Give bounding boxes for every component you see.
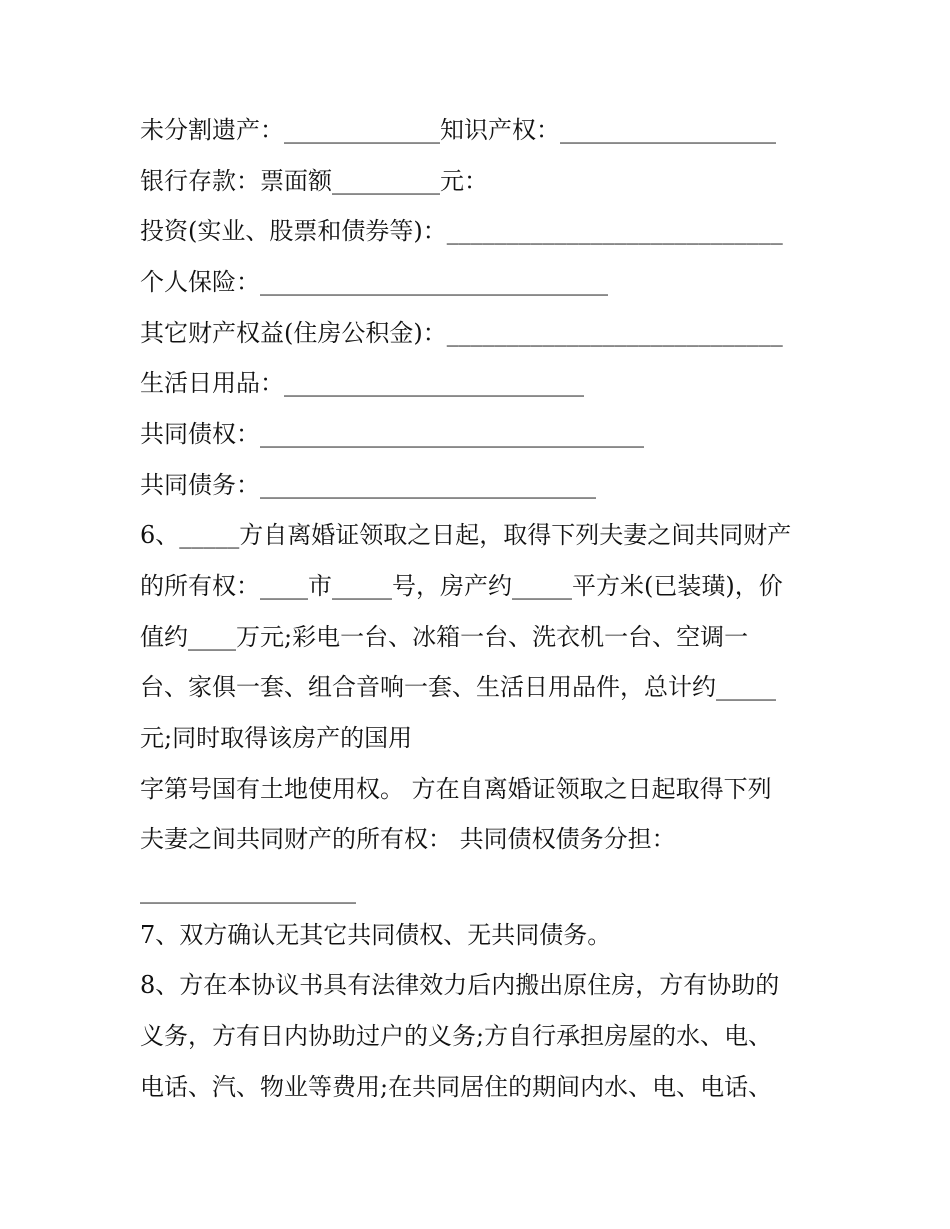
text-line: 共同债权：________________________________ [140,420,644,448]
text-line: 值约____万元;彩电一台、冰箱一台、洗衣机一台、空调一 [140,623,749,651]
text-line: 字第号国有土地使用权。 方在自离婚证领取之日起取得下列 [140,775,772,803]
text-line: 元;同时取得该房产的国用 [140,724,413,752]
text-line: 个人保险：_____________________________ [140,268,608,296]
text-line: 的所有权：____市_____号，房产约_____平方米(已装璜)，价 [140,572,783,600]
text-line: 8、方在本协议书具有法律效力后内搬出原住房，方有协助的 [140,971,780,999]
text-line: 7、双方确认无其它共同债权、无共同债务。 [140,921,612,949]
text-line: 生活日用品：_________________________ [140,369,584,397]
text-line: 夫妻之间共同财产的所有权： 共同债权债务分担： [140,825,676,853]
text-line: 银行存款：票面额_________元： [140,167,488,195]
text-line: 共同债务：____________________________ [140,471,596,499]
text-line: 未分割遗产：_____________知识产权：__________________ [140,116,776,144]
text-line: 投资(实业、股票和债券等)：____________________________ [140,217,783,245]
text-line: 6、_____方自离婚证领取之日起，取得下列夫妻之间共同财产 [140,521,792,549]
text-line: 台、家俱一套、组合音响一套、生活日用品件，总计约_____ [140,673,776,701]
text-line: __________________ [140,876,356,904]
text-line: 义务，方有日内协助过户的义务;方自行承担房屋的水、电、 [140,1022,773,1050]
text-line: 电话、汽、物业等费用;在共同居住的期间内水、电、电话、 [140,1073,773,1101]
text-line: 其它财产权益(住房公积金)：____________________________ [140,319,783,347]
